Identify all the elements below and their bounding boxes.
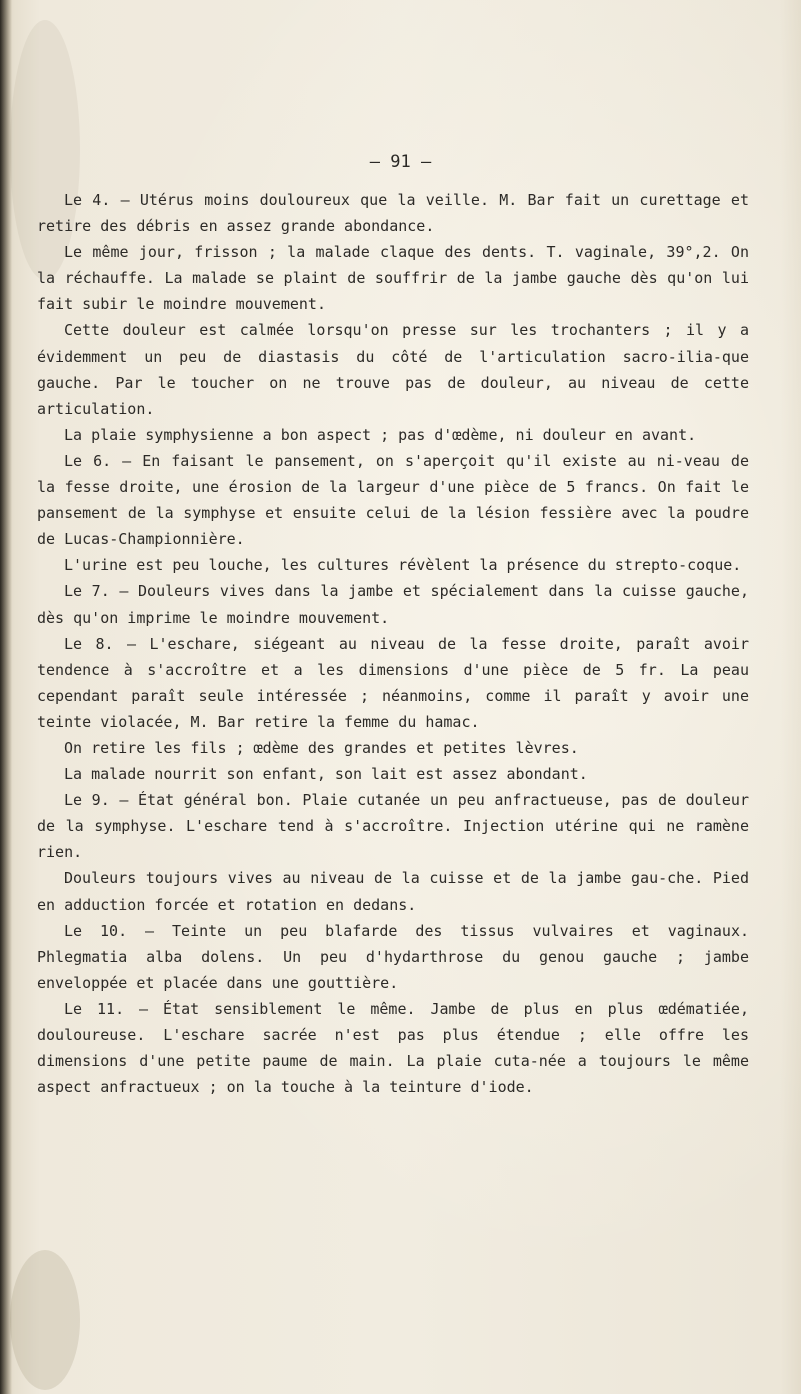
paragraph: Le 9. — État général bon. Plaie cutanée un peu anfractueuse, pas de douleur de la symphyse. L'eschare tend à s'accroître. Injection utérine qui ne ramène rien.: [37, 791, 749, 862]
paragraph: Le 10. — Teinte un peu blafarde des tissus vulvaires et vaginaux. Phlegmatia alba dolens. Un peu d'hydarthrose du genou gauche ; jambe enveloppée et placée dans une gouttière.: [37, 921, 749, 992]
paragraph: Le 4. — Utérus moins douloureux que la veille. M. Bar fait un curettage et retire des débris en assez grande abondance.: [37, 191, 749, 236]
paragraph: Le 11. — État sensiblement le même. Jambe de plus en plus œdématiée, douloureuse. L'eschare sacrée n'est pas plus étendue ; elle offre les dimensions d'une petite paume de main. La plaie cuta-née a toujours le même aspect anfractueux ; on la touche à la teinture d'iode.: [37, 999, 749, 1097]
text-body: [37, 187, 749, 1100]
paragraph: Le même jour, frisson ; la malade claque des dents. T. vaginale, 39°,2. On la réchauffe. La malade se plaint de souffrir de la jambe gauche dès qu'on lui fait subir le moindre mouvement.: [37, 243, 749, 314]
paragraph: Le 6. — En faisant le pansement, on s'aperçoit qu'il existe au ni-veau de la fesse droite, une érosion de la largeur d'une pièce de 5 francs. On fait le pansement de la symphyse et ensuite celui de la lésion fessière avec la poudre de Lucas-Championnière.: [37, 451, 749, 549]
binding-edge: [0, 0, 12, 1394]
page-number: — 91 —: [369, 152, 432, 172]
paragraph: Douleurs toujours vives au niveau de la cuisse et de la jambe gau-che. Pied en adduction forcée et rotation en dedans.: [37, 869, 749, 914]
paragraph: La malade nourrit son enfant, son lait est assez abondant.: [64, 765, 588, 784]
paragraph: Le 7. — Douleurs vives dans la jambe et spécialement dans la cuisse gauche, dès qu'on imprime le moindre mouvement.: [37, 582, 749, 627]
paragraph: La plaie symphysienne a bon aspect ; pas d'œdème, ni douleur en avant.: [64, 425, 697, 444]
paragraph: On retire les fils ; œdème des grandes et petites lèvres.: [64, 738, 579, 757]
paragraph: Le 8. — L'eschare, siégeant au niveau de la fesse droite, paraît avoir tendence à s'accroître et a les dimensions d'une pièce de 5 fr. La peau cependant paraît seule intéressée ; néanmoins, comme il paraît y avoir une teinte violacée, M. Bar retire la femme du hamac.: [37, 634, 749, 731]
paragraph: Cette douleur est calmée lorsqu'on presse sur les trochanters ; il y a évidemment un peu de diastasis du côté de l'articulation sacro-ilia-que gauche. Par le toucher on ne trouve pas de douleur, au niveau de cette articulation.: [37, 321, 749, 418]
paragraph: L'urine est peu louche, les cultures révèlent la présence du strepto-coque.: [64, 556, 742, 575]
paper-stain: [10, 1250, 80, 1390]
